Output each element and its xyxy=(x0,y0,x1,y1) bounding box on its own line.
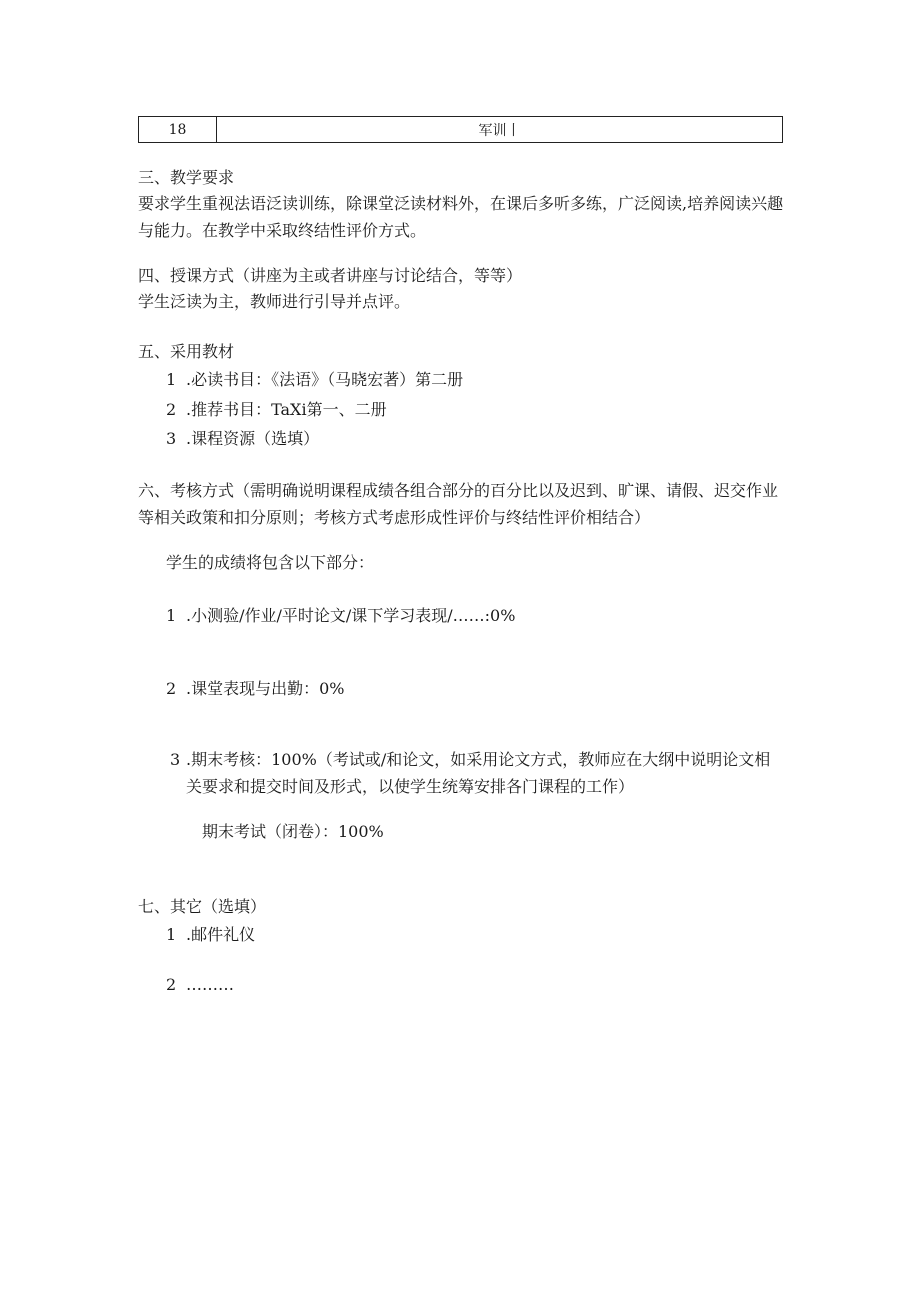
item-number: 1 xyxy=(166,925,177,944)
section3-body: 要求学生重视法语泛读训练，除课堂泛读材料外，在课后多听多练，广泛阅读,培养阅读兴趣与能力。在教学中采取终结性评价方式。 xyxy=(138,194,784,240)
section6-title: 六、考核方式（需明确说明课程成绩各组合部分的百分比以及迟到、旷课、请假、迟交作业等相关政策和扣分原则；考核方式考虑形成性评价与终结性评价相结合） xyxy=(138,481,779,527)
list-item xyxy=(166,923,255,947)
list-item xyxy=(166,973,234,997)
table-row xyxy=(139,117,783,143)
week-number-cell: 18 xyxy=(139,117,217,143)
section4-body: 学生泛读为主，教师进行引导并点评。 xyxy=(138,292,411,311)
final-exam-note: 期末考试（闭卷）：100% xyxy=(202,822,384,841)
item-text: .小测验/作业/平时论文/课下学习表现/……:0% xyxy=(186,606,516,625)
section7-title: 七、其它（选填） xyxy=(138,897,267,916)
week-content-cell: 军训丨 xyxy=(217,117,783,143)
list-item xyxy=(166,368,463,392)
section4-title: 四、授课方式（讲座为主或者讲座与讨论结合，等等） xyxy=(138,266,523,285)
item-text: .期末考核：100%（考试或/和论文，如采用论文方式，教师应在大纲中说明论文相关要求和提交时间及形式，以使学生统筹安排各门课程的工作） xyxy=(186,750,771,796)
list-item xyxy=(166,746,786,800)
item-number: 3 xyxy=(166,429,177,448)
schedule-table xyxy=(138,116,783,143)
list-item xyxy=(166,677,344,701)
item-number: 3 xyxy=(170,750,181,769)
list-item xyxy=(166,427,319,451)
section6-intro: 学生的成绩将包含以下部分： xyxy=(166,553,375,572)
item-text: ……… xyxy=(186,975,234,994)
item-number: 1 xyxy=(166,606,177,625)
section5-title: 五、采用教材 xyxy=(138,342,235,361)
item-number: 2 xyxy=(166,679,177,698)
section3-title: 三、教学要求 xyxy=(138,168,235,187)
item-text: .必读书目：《法语》（马晓宏著）第二册 xyxy=(186,370,464,389)
item-text: .课程资源（选填） xyxy=(186,429,320,448)
item-number: 2 xyxy=(166,400,177,419)
item-text: .邮件礼仪 xyxy=(186,925,256,944)
list-item xyxy=(166,604,515,628)
item-number: 2 xyxy=(166,975,177,994)
item-text: .推荐书目：TaXi第一、二册 xyxy=(186,400,387,419)
list-item xyxy=(166,398,387,422)
item-text: .课堂表现与出勤：0% xyxy=(186,679,345,698)
item-number: 1 xyxy=(166,370,177,389)
